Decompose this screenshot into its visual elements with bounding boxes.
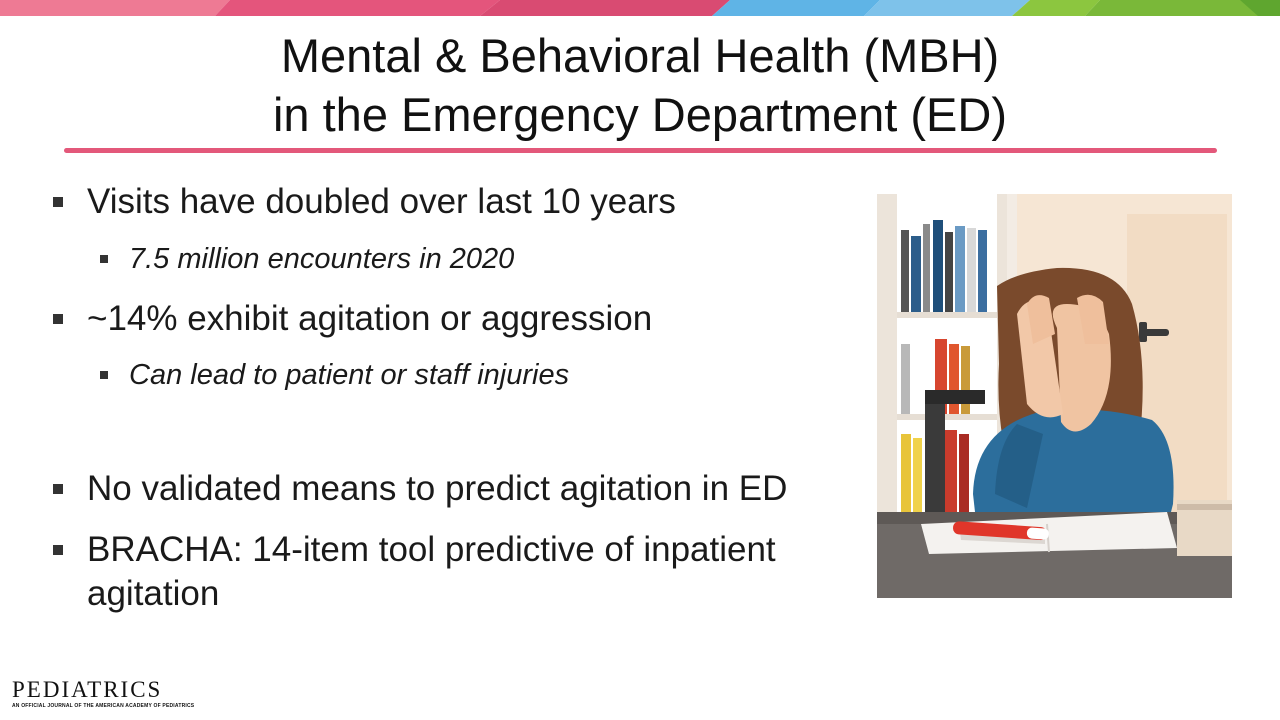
bullet-agitation-rate: ~14% exhibit agitation or aggression — [87, 297, 652, 341]
slide-title-line2: in the Emergency Department (ED) — [272, 88, 1007, 141]
photo-distressed-child — [877, 194, 1232, 598]
bullet-bracha-line2: agitation — [87, 574, 220, 613]
bullet-bracha — [87, 528, 776, 616]
pediatrics-logo — [12, 678, 194, 709]
bullet-bracha-line1: BRACHA: 14-item tool predictive of inpatient — [87, 530, 776, 569]
pediatrics-logo-tagline: AN OFFICIAL JOURNAL OF THE AMERICAN ACADEMY OF PEDIATRICS — [12, 703, 195, 709]
pediatrics-logo-wordmark: PEDIATRICS — [12, 677, 163, 702]
photo-illustration — [877, 194, 1232, 598]
decorative-top-band — [0, 0, 1280, 16]
bullet-no-validated-means: No validated means to predict agitation in ED — [87, 467, 787, 511]
title-underline — [64, 148, 1217, 153]
bullet-visits-doubled: Visits have doubled over last 10 years — [87, 180, 676, 224]
subbullet-injuries: Can lead to patient or staff injuries — [129, 359, 570, 391]
slide-title — [0, 26, 1280, 144]
slide-title-line1: Mental & Behavioral Health (MBH) — [280, 29, 1000, 82]
subbullet-encounters: 7.5 million encounters in 2020 — [129, 243, 515, 275]
